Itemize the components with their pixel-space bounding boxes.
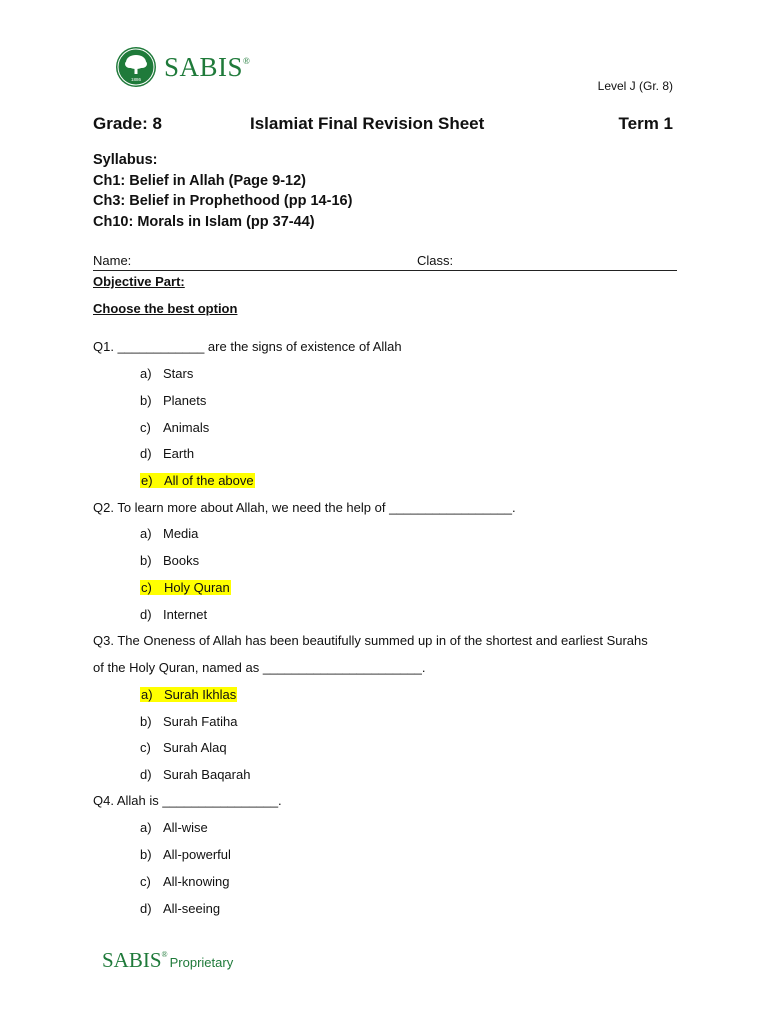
- sabis-logo: [116, 47, 250, 87]
- option-text: Surah Alaq: [163, 740, 227, 755]
- option-text: Surah Ikhlas: [164, 687, 237, 702]
- option-item: [140, 820, 208, 835]
- option-text: All-wise: [163, 820, 208, 835]
- tree-emblem-icon: [116, 47, 156, 87]
- footer-brand-text: SABIS: [102, 948, 162, 972]
- question-4: Q4. Allah is ________________.: [93, 793, 282, 808]
- syllabus-chapter: Ch10: Morals in Islam (pp 37-44): [93, 213, 315, 230]
- term-title: Term 1: [618, 114, 673, 133]
- title-row: [93, 114, 673, 136]
- syllabus-block: [93, 150, 352, 232]
- syllabus-heading: Syllabus:: [93, 152, 158, 168]
- option-letter: b): [140, 847, 152, 862]
- option-item: [140, 874, 229, 889]
- option-letter: d): [140, 901, 152, 916]
- option-item: [140, 446, 194, 461]
- syllabus-chapter: Ch1: Belief in Allah (Page 9-12): [93, 172, 306, 189]
- option-text: Surah Fatiha: [163, 714, 238, 729]
- grade-title: Grade: 8: [93, 114, 162, 133]
- option-text: All of the above: [164, 473, 254, 488]
- footer-registered-mark: ®: [161, 950, 168, 959]
- option-letter: c): [141, 580, 152, 595]
- option-item: [140, 553, 199, 568]
- option-text: All-powerful: [163, 847, 231, 862]
- option-letter: c): [140, 740, 151, 755]
- option-item: [140, 714, 237, 729]
- option-text: All-knowing: [163, 874, 230, 889]
- option-item-highlighted: [140, 473, 255, 488]
- option-item: [140, 420, 209, 435]
- option-text: Holy Quran: [164, 580, 230, 595]
- level-label: Level J (Gr. 8): [597, 79, 673, 93]
- class-label: Class:: [417, 253, 454, 268]
- option-letter: b): [140, 714, 152, 729]
- option-item: [140, 740, 227, 755]
- footer-brand: [102, 948, 168, 973]
- option-text: Books: [163, 553, 200, 568]
- option-item: [140, 366, 193, 381]
- syllabus-chapter: Ch3: Belief in Prophethood (pp 14-16): [93, 193, 353, 209]
- option-item-highlighted: [140, 580, 231, 595]
- option-letter: a): [141, 687, 153, 702]
- option-letter: c): [140, 874, 151, 889]
- question-3: Q3. The Oneness of Allah has been beautifully summed up in of the shortest and earliest Surahs: [93, 633, 648, 648]
- question-3-continued: of the Holy Quran, named as ______________________.: [93, 660, 426, 675]
- option-text: Earth: [163, 446, 195, 461]
- option-item-highlighted: [140, 687, 237, 702]
- option-letter: a): [140, 526, 152, 541]
- footer-proprietary: [102, 948, 233, 973]
- option-letter: b): [140, 553, 152, 568]
- option-item: [140, 847, 231, 862]
- sheet-title: Islamiat Final Revision Sheet: [250, 114, 485, 133]
- name-class-line[interactable]: [93, 253, 677, 271]
- option-text: Media: [163, 526, 199, 541]
- option-text: All-seeing: [163, 901, 221, 916]
- brand-text: SABIS: [164, 51, 244, 82]
- instruction-heading: Choose the best option: [93, 301, 238, 316]
- option-letter: b): [140, 393, 152, 408]
- option-letter: e): [141, 473, 153, 488]
- option-letter: a): [140, 820, 152, 835]
- option-item: [140, 607, 207, 622]
- name-label: Name:: [93, 253, 132, 268]
- option-item: [140, 767, 250, 782]
- option-letter: c): [140, 420, 151, 435]
- option-item: [140, 901, 220, 916]
- option-text: Animals: [163, 420, 210, 435]
- registered-mark: ®: [243, 55, 251, 66]
- option-letter: a): [140, 366, 152, 381]
- option-text: Planets: [163, 393, 207, 408]
- option-text: Surah Baqarah: [163, 767, 251, 782]
- option-item: [140, 526, 198, 541]
- question-2: Q2. To learn more about Allah, we need the help of _________________.: [93, 500, 516, 515]
- option-letter: d): [140, 607, 152, 622]
- option-text: Stars: [163, 366, 194, 381]
- option-text: Internet: [163, 607, 208, 622]
- question-1: Q1. ____________ are the signs of existence of Allah: [93, 339, 402, 354]
- brand-name: [164, 52, 250, 83]
- emblem-year: 1886: [130, 77, 142, 82]
- option-letter: d): [140, 767, 152, 782]
- option-letter: d): [140, 446, 152, 461]
- footer-label: Proprietary: [169, 955, 234, 970]
- option-item: [140, 393, 206, 408]
- objective-part-heading: Objective Part:: [93, 274, 185, 289]
